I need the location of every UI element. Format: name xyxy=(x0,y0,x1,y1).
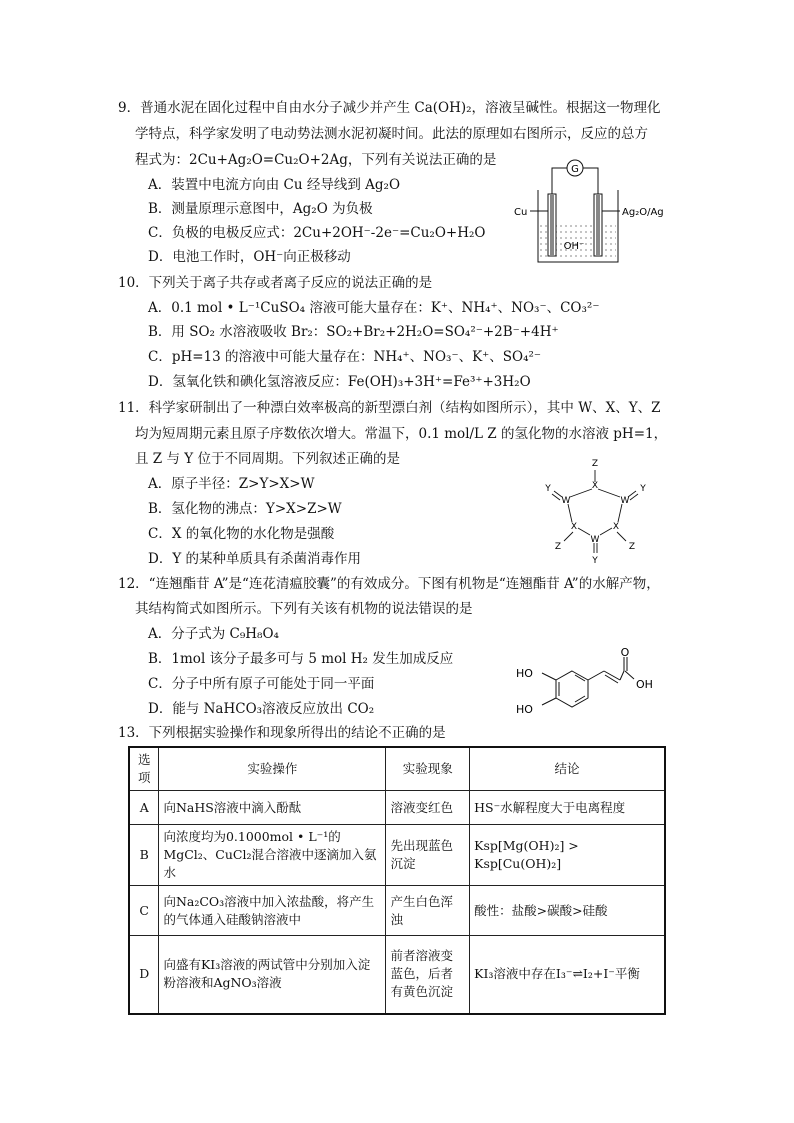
q11-option-c: C．X 的氧化物的水化物是强酸 xyxy=(148,526,335,542)
ring-atom-w-right: W xyxy=(620,496,630,506)
carbonyl-o-label: O xyxy=(620,646,630,659)
q11-option-a: A．原子半径：Z>Y>X>W xyxy=(148,476,315,492)
q9-option-a: A．装置中电流方向由 Cu 经导线到 Ag₂O xyxy=(148,177,401,193)
q13-stem: 13．下列根据实验操作和现象所得出的结论不正确的是 xyxy=(118,725,446,741)
header-conclusion: 结论 xyxy=(470,747,665,791)
cu-electrode-label: Cu xyxy=(514,207,528,218)
galvanometer-label: G xyxy=(571,164,579,175)
q11-option-d: D．Y 的某种单质具有杀菌消毒作用 xyxy=(148,551,362,567)
hydroxyl-ho-top-label: HO xyxy=(516,667,533,680)
q12-option-a: A．分子式为 C₉H₈O₄ xyxy=(148,626,279,642)
q9-option-b: B．测量原理示意图中，Ag₂O 为负极 xyxy=(148,201,373,217)
q12-caffeic-acid-structure xyxy=(512,645,672,725)
q11-ring-structure xyxy=(540,455,660,567)
q9-option-d: D．电池工作时，OH⁻向正极移动 xyxy=(148,249,351,265)
row-operation: 向Na₂CO₃溶液中加入浓盐酸，将产生的气体通入硅酸钠溶液中 xyxy=(159,886,386,936)
table-header-row xyxy=(129,747,665,791)
row-operation: 向浓度均为0.1000mol • L⁻¹的MgCl₂、CuCl₂混合溶液中逐滴加入氨水 xyxy=(159,825,386,886)
q9-stem-line2: 学特点，科学家发明了电动势法测水泥初凝时间。此法的原理如右图所示，反应的总方 xyxy=(135,126,648,142)
q10-option-a: A．0.1 mol • L⁻¹CuSO₄ 溶液可能大量存在：K⁺、NH₄⁺、NO₃⁻、CO₃²⁻ xyxy=(148,300,600,316)
row-operation: 向盛有KI₃溶液的两试管中分别加入淀粉溶液和AgNO₃溶液 xyxy=(159,936,386,1014)
ring-atom-w-bottom: W xyxy=(590,535,600,545)
row-conclusion: Ksp[Mg(OH)₂] > Ksp[Cu(OH)₂] xyxy=(470,825,665,886)
carboxyl-oh-label: OH xyxy=(636,678,653,691)
row-phenomenon: 溶液变红色 xyxy=(386,791,470,825)
ag2o-electrode-label: Ag₂O/Ag xyxy=(622,207,664,218)
q9-option-c: C．负极的电极反应式：2Cu+2OH⁻-2e⁻=Cu₂O+H₂O xyxy=(148,225,486,241)
q13-experiment-table xyxy=(128,746,666,1015)
table-row xyxy=(129,886,665,936)
row-conclusion: HS⁻水解程度大于电离程度 xyxy=(470,791,665,825)
q9-stem-line3: 程式为：2Cu+Ag₂O=Cu₂O+2Ag，下列有关说法正确的是 xyxy=(135,152,497,168)
row-conclusion: KI₃溶液中存在I₃⁻⇌I₂+I⁻平衡 xyxy=(470,936,665,1014)
ring-atom-x-right: X xyxy=(612,522,620,532)
row-option: C xyxy=(129,886,159,936)
row-option: A xyxy=(129,791,159,825)
q12-option-d: D．能与 NaHCO₃溶液反应放出 CO₂ xyxy=(148,701,375,717)
q9-stem-line1: 9．普通水泥在固化过程中自由水分子减少并产生 Ca(OH)₂，溶液呈碱性。根据这一物理化 xyxy=(118,100,661,116)
table-row xyxy=(129,936,665,1014)
q9-cell-diagram xyxy=(510,150,695,268)
table-row xyxy=(129,791,665,825)
ring-atom-z-top: Z xyxy=(591,459,599,469)
q11-stem-line3: 且 Z 与 Y 位于不同周期。下列叙述正确的是 xyxy=(135,451,400,467)
header-phenomenon: 实验现象 xyxy=(386,747,470,791)
ring-atom-y-bottom: Y xyxy=(592,556,598,566)
row-phenomenon: 先出现蓝色沉淀 xyxy=(386,825,470,886)
table-row xyxy=(129,825,665,886)
row-phenomenon: 前者溶液变蓝色，后者有黄色沉淀 xyxy=(386,936,470,1014)
q10-stem: 10．下列关于离子共存或者离子反应的说法正确的是 xyxy=(118,275,433,291)
q12-option-c: C．分子中所有原子可能处于同一平面 xyxy=(148,676,375,692)
row-option: B xyxy=(129,825,159,886)
q10-option-c: C．pH=13 的溶液中可能大量存在：NH₄⁺、NO₃⁻、K⁺、SO₄²⁻ xyxy=(148,349,542,365)
hydroxyl-ho-bottom-label: HO xyxy=(516,703,533,716)
q10-option-b: B．用 SO₂ 水溶液吸收 Br₂：SO₂+Br₂+2H₂O=SO₄²⁻+2B⁻+4H⁺ xyxy=(148,324,559,340)
ring-atom-x-left: X xyxy=(570,522,578,532)
ring-atom-x-top: X xyxy=(591,481,599,491)
row-option: D xyxy=(129,936,159,1014)
ring-atom-z-right: Z xyxy=(628,542,636,552)
q12-stem-line1: 12．“连翘酯苷 A”是“连花清瘟胶囊”的有效成分。下图有机物是“连翘酯苷 A”的水解产物， xyxy=(118,576,660,592)
ring-atom-w-left: W xyxy=(561,496,571,506)
q10-option-d: D．氢氧化铁和碘化氢溶液反应：Fe(OH)₃+3H⁺=Fe³⁺+3H₂O xyxy=(148,374,531,390)
q11-stem-line2: 均为短周期元素且原子序数依次增大。常温下，0.1 mol/L Z 的氢化物的水溶液 pH=1， xyxy=(135,426,668,442)
row-phenomenon: 产生白色浑浊 xyxy=(386,886,470,936)
q11-stem-line1: 11．科学家研制出了一种漂白效率极高的新型漂白剂（结构如图所示），其中 W、X、Y、Z xyxy=(118,400,661,416)
ring-atom-y-right: Y xyxy=(640,484,646,494)
row-operation: 向NaHS溶液中滴入酚酞 xyxy=(159,791,386,825)
ring-atom-y-left: Y xyxy=(545,484,551,494)
q12-stem-line2: 其结构简式如图所示。下列有关该有机物的说法错误的是 xyxy=(135,601,473,617)
ring-atom-z-left: Z xyxy=(554,542,562,552)
electrolyte-ion-label: OH⁻ xyxy=(563,241,585,252)
header-option: 选项 xyxy=(129,747,159,791)
q12-option-b: B．1mol 该分子最多可与 5 mol H₂ 发生加成反应 xyxy=(148,651,454,667)
row-conclusion: 酸性：盐酸>碳酸>硅酸 xyxy=(470,886,665,936)
header-operation: 实验操作 xyxy=(159,747,386,791)
q11-option-b: B．氢化物的沸点：Y>X>Z>W xyxy=(148,501,342,517)
